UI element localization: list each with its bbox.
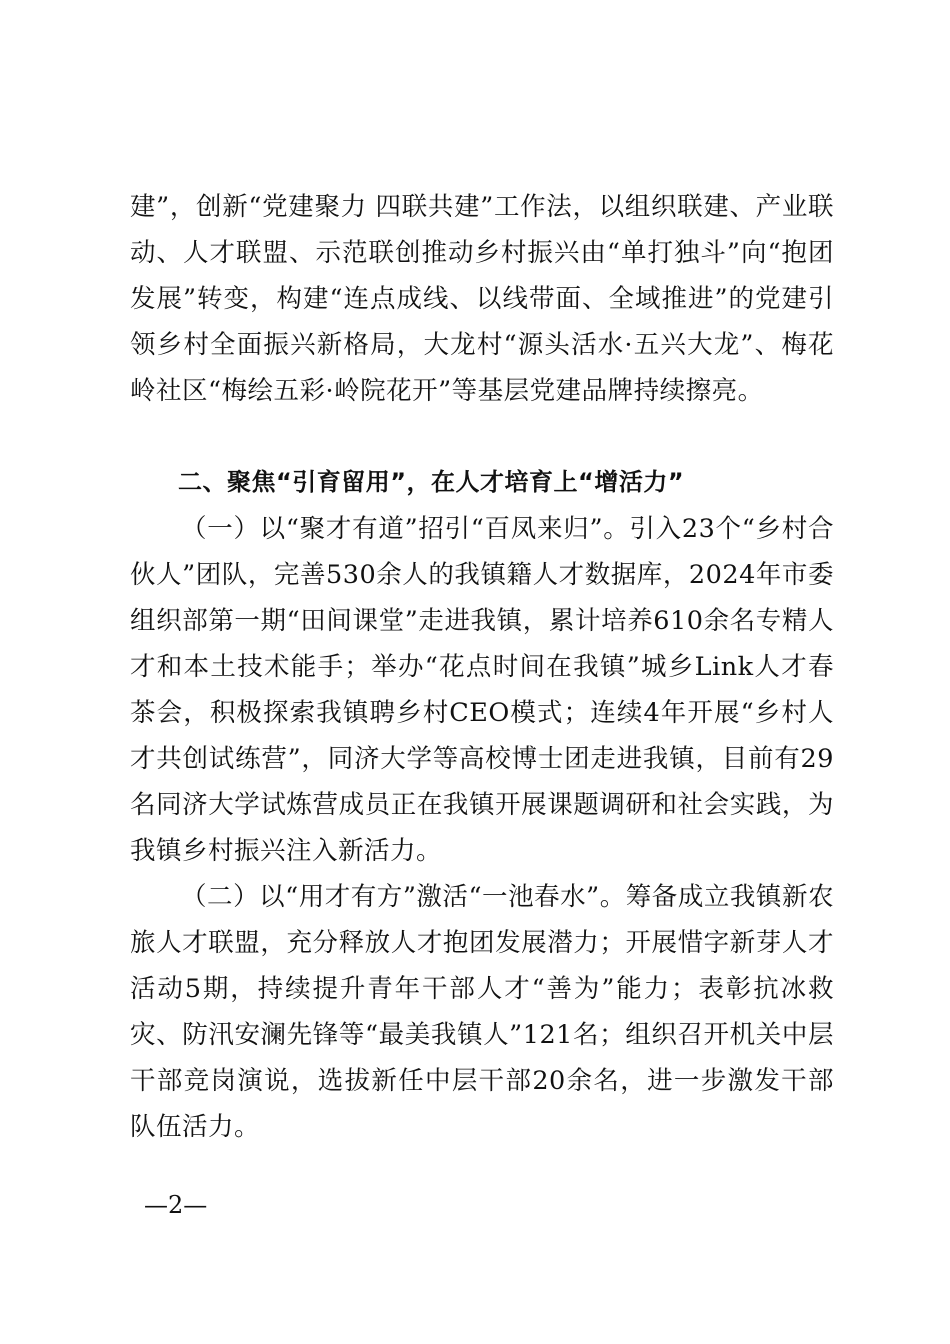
continuation-paragraph-block	[130, 184, 834, 414]
paragraph-2-block	[130, 874, 834, 1150]
paragraph-2: （二）以“用才有方”激活“一池春水”。筹备成立我镇新农旅人才联盟，充分释放人才抱团发展潜力；开展惜字新芽人才活动5期，持续提升青年干部人才“善为”能力；表彰抗冰救灾、防汛安澜先锋等“最美我镇人”121名；组织召开机关中层干部竞岗演说，选拔新任中层干部20余名，进一步激发干部队伍活力。	[130, 882, 834, 1142]
paragraph-1: （一）以“聚才有道”招引“百凤来归”。引入23个“乡村合伙人”团队，完善530余人的我镇籍人才数据库，2024年市委组织部第一期“田间课堂”走进我镇，累计培养610余名专精人才和本土技术能手；举办“花点时间在我镇”城乡Link人才春茶会，积极探索我镇聘乡村CEO模式；连续4年开展“乡村人才共创试练营”，同济大学等高校博士团走进我镇，目前有29名同济大学试炼营成员正在我镇开展课题调研和社会实践，为我镇乡村振兴注入新活力。	[130, 514, 834, 866]
paragraph-1-block	[130, 506, 834, 874]
continuation-paragraph: 建”，创新“党建聚力 四联共建”工作法，以组织联建、产业联动、人才联盟、示范联创推动乡村振兴由“单打独斗”向“抱团发展”转变，构建“连点成线、以线带面、全域推进”的党建引领乡村全面振兴新格局，大龙村“源头活水·五兴大龙”、梅花岭社区“梅绘五彩·岭院花开”等基层党建品牌持续擦亮。	[130, 192, 834, 406]
section-heading: 二、聚焦“引育留用”，在人才培育上“增活力”	[178, 468, 685, 496]
page-number: —2—	[144, 1191, 208, 1219]
